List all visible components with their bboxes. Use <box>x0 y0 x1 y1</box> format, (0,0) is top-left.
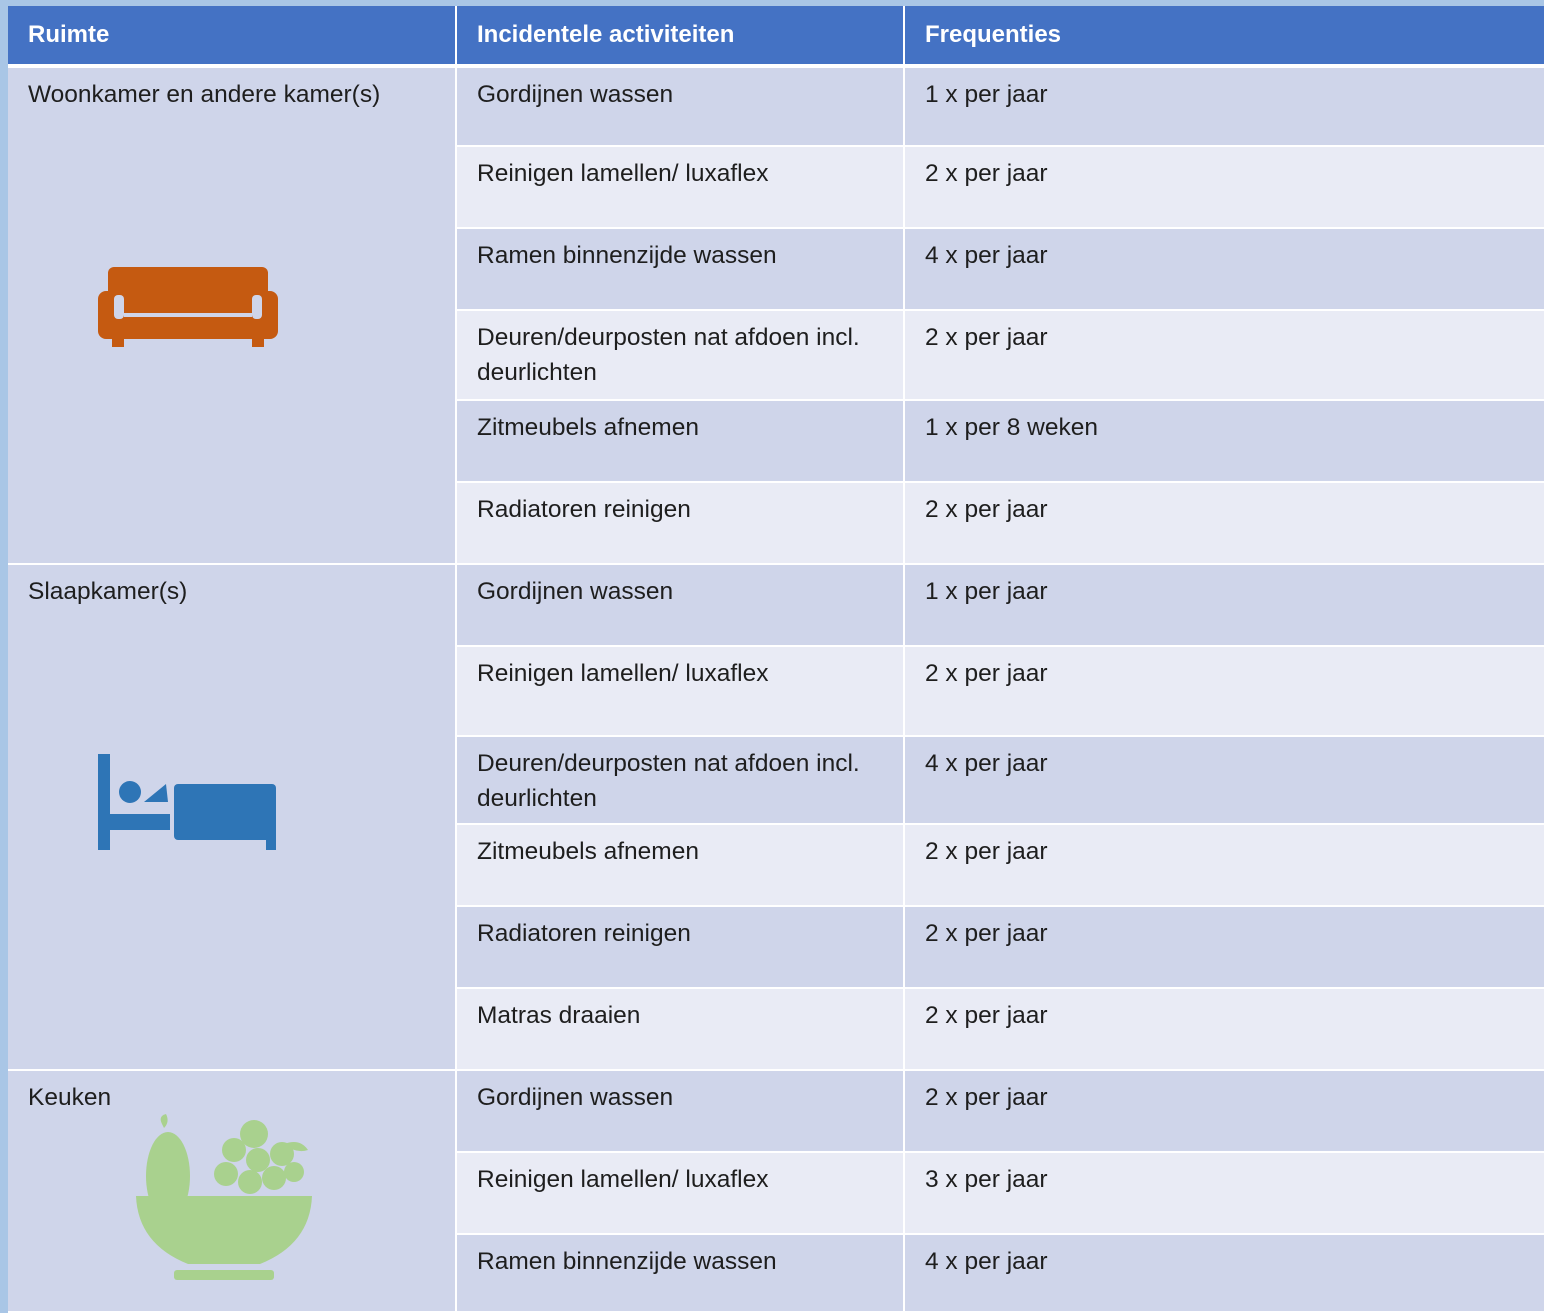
cleaning-schedule-table <box>8 6 1544 1313</box>
table-header-row <box>8 6 1544 66</box>
room-cell-woonkamer <box>8 66 456 564</box>
activity-cell: Deuren/deurposten nat afdoen incl. deurlichten <box>456 736 904 824</box>
activity-cell: Gordijnen wassen <box>456 66 904 146</box>
activity-cell: Radiatoren reinigen <box>456 906 904 988</box>
activity-cell: Ramen binnenzijde wassen <box>456 1234 904 1312</box>
frequency-cell: 2 x per jaar <box>904 146 1544 228</box>
sofa-icon <box>98 267 278 349</box>
frequency-cell: 2 x per jaar <box>904 310 1544 400</box>
activity-cell: Reinigen lamellen/ luxaflex <box>456 1152 904 1234</box>
frequency-cell: 4 x per jaar <box>904 1234 1544 1312</box>
table-row <box>8 1070 1544 1152</box>
activity-cell: Radiatoren reinigen <box>456 482 904 564</box>
bed-icon <box>98 754 278 852</box>
frequency-cell: 1 x per jaar <box>904 564 1544 646</box>
header-ruimte: Ruimte <box>8 6 456 66</box>
frequency-cell: 2 x per jaar <box>904 646 1544 736</box>
header-frequenties: Frequenties <box>904 6 1544 66</box>
activity-cell: Reinigen lamellen/ luxaflex <box>456 646 904 736</box>
activity-cell: Matras draaien <box>456 988 904 1070</box>
frequency-cell: 3 x per jaar <box>904 1152 1544 1234</box>
activity-cell: Gordijnen wassen <box>456 1070 904 1152</box>
frequency-cell: 2 x per jaar <box>904 482 1544 564</box>
table-row <box>8 66 1544 146</box>
frequency-cell: 2 x per jaar <box>904 988 1544 1070</box>
frequency-cell: 4 x per jaar <box>904 228 1544 310</box>
frequency-cell: 2 x per jaar <box>904 906 1544 988</box>
activity-cell: Zitmeubels afnemen <box>456 400 904 482</box>
table-row <box>8 564 1544 646</box>
frequency-cell: 1 x per jaar <box>904 66 1544 146</box>
activity-cell: Deuren/deurposten nat afdoen incl. deurlichten <box>456 310 904 400</box>
frequency-cell: 2 x per jaar <box>904 824 1544 906</box>
room-name: Keuken <box>28 1084 112 1111</box>
frequency-cell: 2 x per jaar <box>904 1070 1544 1152</box>
activity-cell: Reinigen lamellen/ luxaflex <box>456 146 904 228</box>
activity-cell: Gordijnen wassen <box>456 564 904 646</box>
header-activiteiten: Incidentele activiteiten <box>456 6 904 66</box>
room-cell-keuken <box>8 1070 456 1312</box>
room-name: Woonkamer en andere kamer(s) <box>28 81 381 108</box>
room-name: Slaapkamer(s) <box>28 578 188 605</box>
fruit-bowl-icon <box>134 1114 314 1284</box>
frequency-cell: 1 x per 8 weken <box>904 400 1544 482</box>
room-cell-slaapkamer <box>8 564 456 1070</box>
activity-cell: Ramen binnenzijde wassen <box>456 228 904 310</box>
frequency-cell: 4 x per jaar <box>904 736 1544 824</box>
activity-cell: Zitmeubels afnemen <box>456 824 904 906</box>
